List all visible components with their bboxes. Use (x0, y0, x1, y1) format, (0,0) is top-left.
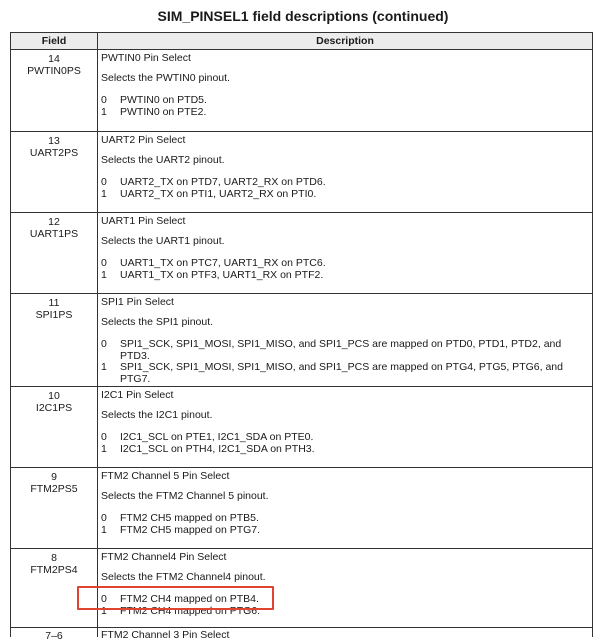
field-bit: 7–6 (45, 630, 63, 642)
table-row (11, 132, 593, 213)
option-row (101, 177, 588, 189)
option-value: 1 (101, 105, 107, 118)
field-name: SPI1PS (35, 309, 73, 321)
description-title: I2C1 Pin Select (101, 389, 174, 401)
field-name: I2C1PS (35, 402, 73, 414)
description-title: FTM2 Channel 3 Pin Select (101, 629, 230, 641)
field-cell (11, 468, 98, 549)
field-cell (11, 628, 98, 642)
option-text: SPI1_SCK, SPI1_MOSI, SPI1_MISO, and SPI1_PCS are mapped on PTD0, PTD1, PTD2, and PTD3. (120, 338, 562, 362)
table-row (11, 213, 593, 294)
field-cell (11, 213, 98, 294)
option-row (101, 258, 588, 270)
field-bit: 11 (48, 297, 60, 309)
description-title: FTM2 Channel4 Pin Select (101, 551, 227, 563)
table-row (11, 50, 593, 132)
option-text: SPI1_SCK, SPI1_MOSI, SPI1_MISO, and SPI1_PCS are mapped on PTG4, PTG5, PTG6, and PTG7. (120, 361, 563, 385)
option-row (101, 362, 588, 385)
field-bit: 10 (48, 390, 60, 402)
field-name: FTM2PS4 (30, 564, 78, 576)
table-title: SIM_PINSEL1 field descriptions (continued) (157, 8, 449, 24)
option-value: 1 (101, 604, 107, 617)
description-summary: Selects the PWTIN0 pinout. (101, 72, 230, 84)
field-bit: 13 (48, 135, 60, 147)
description-cell (98, 549, 593, 628)
option-text: UART1_TX on PTC7, UART1_RX on PTC6. (120, 257, 326, 269)
option-value: 0 (101, 94, 107, 106)
description-summary: Selects the I2C1 pinout. (101, 409, 213, 421)
option-text: I2C1_SCL on PTH4, I2C1_SDA on PTH3. (120, 442, 315, 455)
description-summary: Selects the FTM2 Channel4 pinout. (101, 571, 266, 583)
table-row (11, 468, 593, 549)
option-row (101, 513, 588, 525)
header-field: Field (11, 33, 98, 50)
option-value: 0 (101, 593, 107, 605)
field-bit: 8 (51, 552, 57, 564)
option-value: 0 (101, 176, 107, 188)
option-value: 1 (101, 523, 107, 536)
table-row (11, 294, 593, 387)
option-value: 1 (101, 361, 107, 373)
option-row (101, 525, 588, 537)
option-text: UART2_TX on PTD7, UART2_RX on PTD6. (120, 176, 326, 188)
option-text: FTM2 CH5 mapped on PTG7. (120, 523, 261, 536)
option-row (101, 107, 588, 119)
option-text: PWTIN0 on PTE2. (120, 105, 207, 118)
field-cell (11, 387, 98, 468)
option-row (101, 95, 588, 107)
option-value: 0 (101, 512, 107, 524)
description-summary: Selects the FTM2 Channel 5 pinout. (101, 490, 269, 502)
description-title: PWTIN0 Pin Select (101, 52, 191, 64)
header-description: Description (98, 33, 593, 50)
option-value: 1 (101, 442, 107, 455)
option-text: UART2_TX on PTI1, UART2_RX on PTI0. (120, 187, 317, 200)
field-cell (11, 50, 98, 132)
option-row (101, 444, 588, 456)
description-cell (98, 387, 593, 468)
option-text: PWTIN0 on PTD5. (120, 94, 207, 106)
field-name: PWTIN0PS (27, 65, 81, 77)
option-row (101, 339, 588, 362)
option-text: FTM2 CH4 mapped on PTB4. (120, 593, 259, 605)
option-row (101, 189, 588, 201)
field-bit: 9 (51, 471, 57, 483)
description-title: UART1 Pin Select (101, 215, 186, 227)
option-text: FTM2 CH5 mapped on PTB5. (120, 512, 259, 524)
description-summary: Selects the UART1 pinout. (101, 235, 225, 247)
option-row (101, 270, 588, 282)
option-value: 1 (101, 187, 107, 200)
field-bit: 14 (48, 53, 60, 65)
option-value: 0 (101, 257, 107, 269)
description-cell (98, 628, 593, 641)
field-name: UART2PS (29, 147, 79, 159)
table-row (11, 549, 593, 628)
description-title: FTM2 Channel 5 Pin Select (101, 470, 230, 482)
option-row (101, 594, 588, 606)
description-cell (98, 213, 593, 294)
option-value: 0 (101, 431, 107, 443)
table-header-row (11, 33, 593, 50)
option-text: I2C1_SCL on PTE1, I2C1_SDA on PTE0. (120, 431, 314, 443)
option-row (101, 606, 588, 618)
field-cell (11, 132, 98, 213)
description-cell (98, 50, 593, 132)
option-text: UART1_TX on PTF3, UART1_RX on PTF2. (120, 268, 324, 281)
description-cell (98, 132, 593, 213)
option-value: 1 (101, 268, 107, 281)
description-title: UART2 Pin Select (101, 134, 186, 146)
table-row (11, 387, 593, 468)
description-summary: Selects the SPI1 pinout. (101, 316, 214, 328)
field-name: UART1PS (29, 228, 79, 240)
field-cell (11, 294, 98, 387)
field-cell (11, 549, 98, 628)
table-row-truncated (11, 628, 593, 638)
field-name: FTM2PS5 (30, 483, 78, 495)
description-title: SPI1 Pin Select (101, 296, 174, 308)
option-row (101, 432, 588, 444)
description-cell (98, 294, 593, 387)
field-bit: 12 (48, 216, 60, 228)
description-cell (98, 468, 593, 549)
field-description-table (10, 32, 593, 642)
option-value: 0 (101, 338, 107, 350)
description-summary: Selects the UART2 pinout. (101, 154, 225, 166)
option-text: FTM2 CH4 mapped on PTG6. (120, 604, 261, 617)
